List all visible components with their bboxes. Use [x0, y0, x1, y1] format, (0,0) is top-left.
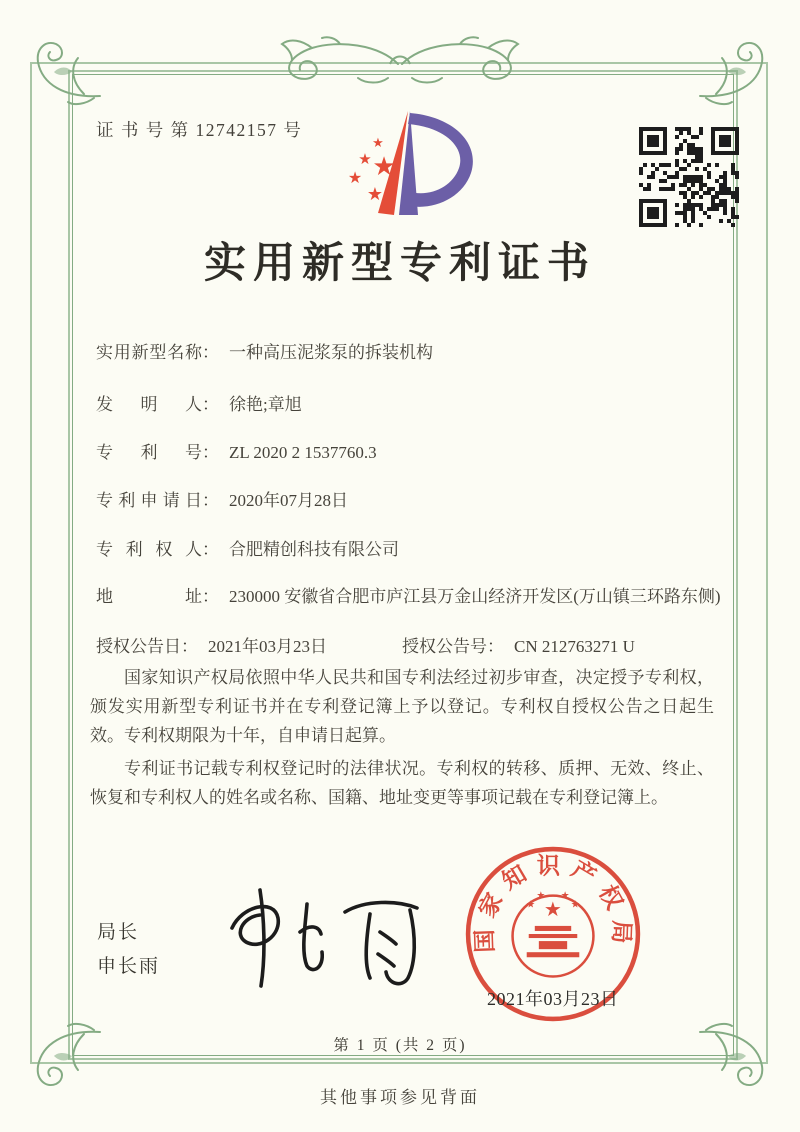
national-emblem-icon — [513, 891, 594, 977]
grant-date-value: 2021年03月23日 — [208, 637, 327, 656]
field-colon: ： — [202, 395, 219, 414]
svg-text:★: ★ — [560, 890, 570, 902]
field-colon: ： — [202, 443, 219, 462]
grant-number-value: CN 212763271 U — [514, 637, 635, 656]
svg-text:★: ★ — [366, 184, 384, 204]
field-colon: ： — [202, 540, 219, 559]
grant-date-label: 授权公告日 — [96, 637, 181, 656]
svg-text:★: ★ — [372, 152, 396, 181]
certificate-number: 证 书 号 第 12742157 号 — [96, 120, 303, 140]
field-label: 地址 — [96, 587, 202, 606]
field-value: 230000 安徽省合肥市庐江县万金山经济开发区(万山镇三环路东侧) — [229, 587, 721, 606]
director-signature-handwriting — [210, 880, 445, 998]
svg-text:★: ★ — [526, 899, 536, 911]
director-title: 局长 — [97, 922, 140, 943]
grant-number-label: 授权公告号 — [402, 637, 487, 656]
field-colon: ： — [202, 491, 219, 510]
legal-text-block — [90, 663, 714, 815]
svg-text:★: ★ — [536, 890, 546, 902]
field-row-invention-name — [96, 339, 736, 366]
see-back-note: 其他事项参见背面 — [320, 1088, 480, 1107]
field-value: 2020年07月28日 — [229, 491, 348, 510]
field-row-patentee — [96, 536, 736, 563]
seal-text: 国家知识产权局 — [471, 853, 635, 954]
field-label: 专利权人 — [96, 540, 202, 559]
director-name: 申长雨 — [97, 956, 161, 977]
svg-text:★: ★ — [570, 899, 580, 911]
legal-paragraph-2: 专利证书记载专利权登记时的法律状况。专利权的转移、质押、无效、终止、恢复和专利权人的姓名或名称、国籍、地址变更等事项记载在专利登记簿上。 — [90, 758, 714, 807]
field-colon: ： — [181, 637, 198, 656]
field-colon: ： — [487, 637, 504, 656]
page-number: 第 1 页 (共 2 页) — [333, 1037, 467, 1054]
field-colon: ： — [202, 587, 219, 606]
field-label: 专利申请日 — [96, 491, 202, 510]
svg-text:★: ★ — [543, 898, 563, 921]
field-value: 徐艳;章旭 — [229, 395, 302, 414]
svg-text:★: ★ — [372, 135, 384, 150]
field-value: ZL 2020 2 1537760.3 — [229, 443, 377, 462]
field-row-patent-number — [96, 439, 736, 466]
field-value: 合肥精创科技有限公司 — [229, 540, 399, 559]
qr-code — [639, 127, 739, 227]
certificate-title: 实用新型专利证书 — [203, 241, 596, 287]
cnipa-logo-icon — [332, 103, 478, 225]
field-row-address — [96, 583, 736, 610]
svg-text:★: ★ — [347, 170, 363, 187]
field-colon: ： — [202, 343, 219, 362]
legal-paragraph-1: 国家知识产权局依照中华人民共和国专利法经过初步审查，决定授予专利权，颁发实用新型专利证书并在专利登记簿上予以登记。专利权自授权公告之日起生效。专利权期限为十年，自申请日起算。 — [90, 668, 714, 746]
field-value: 一种高压泥浆泵的拆装机构 — [229, 343, 433, 362]
field-row-filing-date — [96, 487, 736, 514]
field-label: 专利号 — [96, 443, 202, 462]
seal-date: 2021年03月23日 — [487, 989, 619, 1009]
field-label: 实用新型名称 — [96, 343, 202, 362]
svg-text:★: ★ — [358, 152, 372, 168]
field-row-grant — [96, 633, 736, 660]
field-row-inventor — [96, 391, 736, 418]
field-label: 发明人 — [96, 395, 202, 414]
